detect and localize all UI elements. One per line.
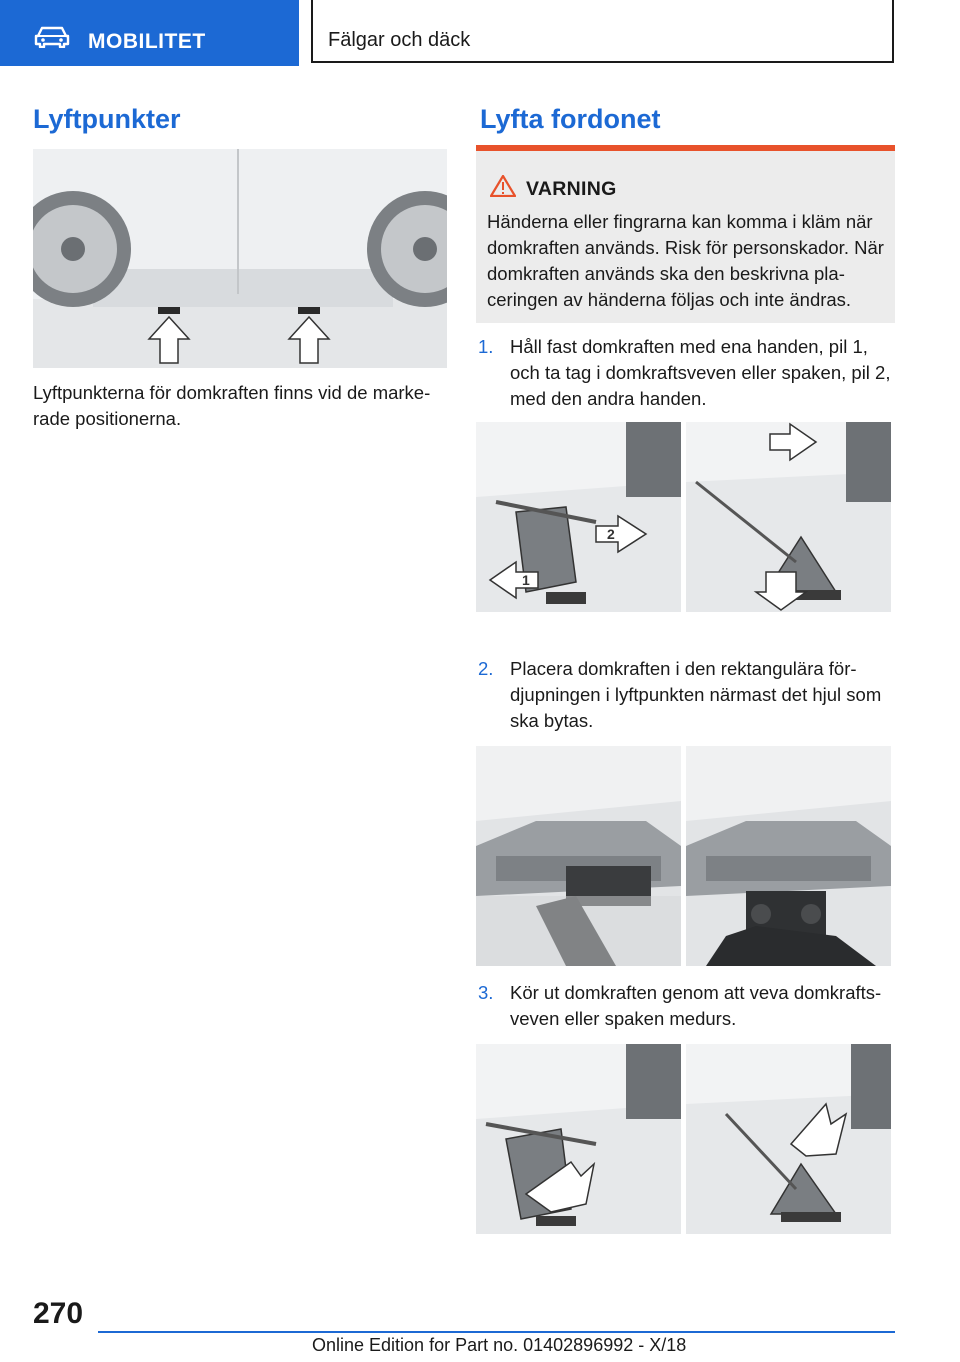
section-title: Fälgar och däck xyxy=(328,29,471,51)
arrow-label-1: 1 xyxy=(522,572,530,588)
step-number: 3. xyxy=(478,982,494,1003)
jack-position-image-left xyxy=(476,746,681,966)
warning-triangle-icon xyxy=(490,175,516,197)
section-header xyxy=(311,0,894,63)
jack-position-image-right xyxy=(686,746,891,966)
jack-crank-image-right xyxy=(686,1044,891,1234)
chapter-tab[interactable] xyxy=(0,0,299,66)
lift-points-image xyxy=(33,149,447,368)
step-number: 2. xyxy=(478,658,494,679)
step-number: 1. xyxy=(478,336,494,357)
jack-hold-image-right xyxy=(686,422,891,612)
heading-lyftpunkter: Lyftpunkter xyxy=(33,104,181,134)
chapter-label: MOBILITET xyxy=(88,30,206,53)
lift-points-caption: Lyftpunkterna för domkraften finns vid de marke-rade positionerna. xyxy=(33,382,431,429)
warning-box xyxy=(476,145,895,323)
jack-hold-image-left xyxy=(476,422,681,612)
car-icon xyxy=(34,26,70,48)
step-text: Håll fast domkraften med ena handen, pil 1, och ta tag i domkraftsveven eller spaken, pil 2, med den andra handen. xyxy=(510,336,891,409)
jack-crank-image-left xyxy=(476,1044,681,1234)
footer-divider xyxy=(98,1331,895,1333)
step-text: Placera domkraften i den rektangulära för-djupningen i lyftpunkten närmast det hjul som ska bytas. xyxy=(510,658,882,731)
page-number: 270 xyxy=(33,1297,84,1330)
arrow-label-2: 2 xyxy=(607,526,615,542)
step-text: Kör ut domkraften genom att veva domkrafts-veven eller spaken medurs. xyxy=(510,982,882,1029)
edition-note: Online Edition for Part no. 01402896992 - X/18 xyxy=(312,1335,687,1355)
warning-title: VARNING xyxy=(526,178,617,200)
warning-text: Händerna eller fingrarna kan komma i kläm när domkraften används. Risk för personskador. När domkraften används ska den beskrivna pla-ceringen av händerna följas och inte ändras. xyxy=(487,211,884,310)
heading-lyfta-fordonet: Lyfta fordonet xyxy=(480,104,661,134)
